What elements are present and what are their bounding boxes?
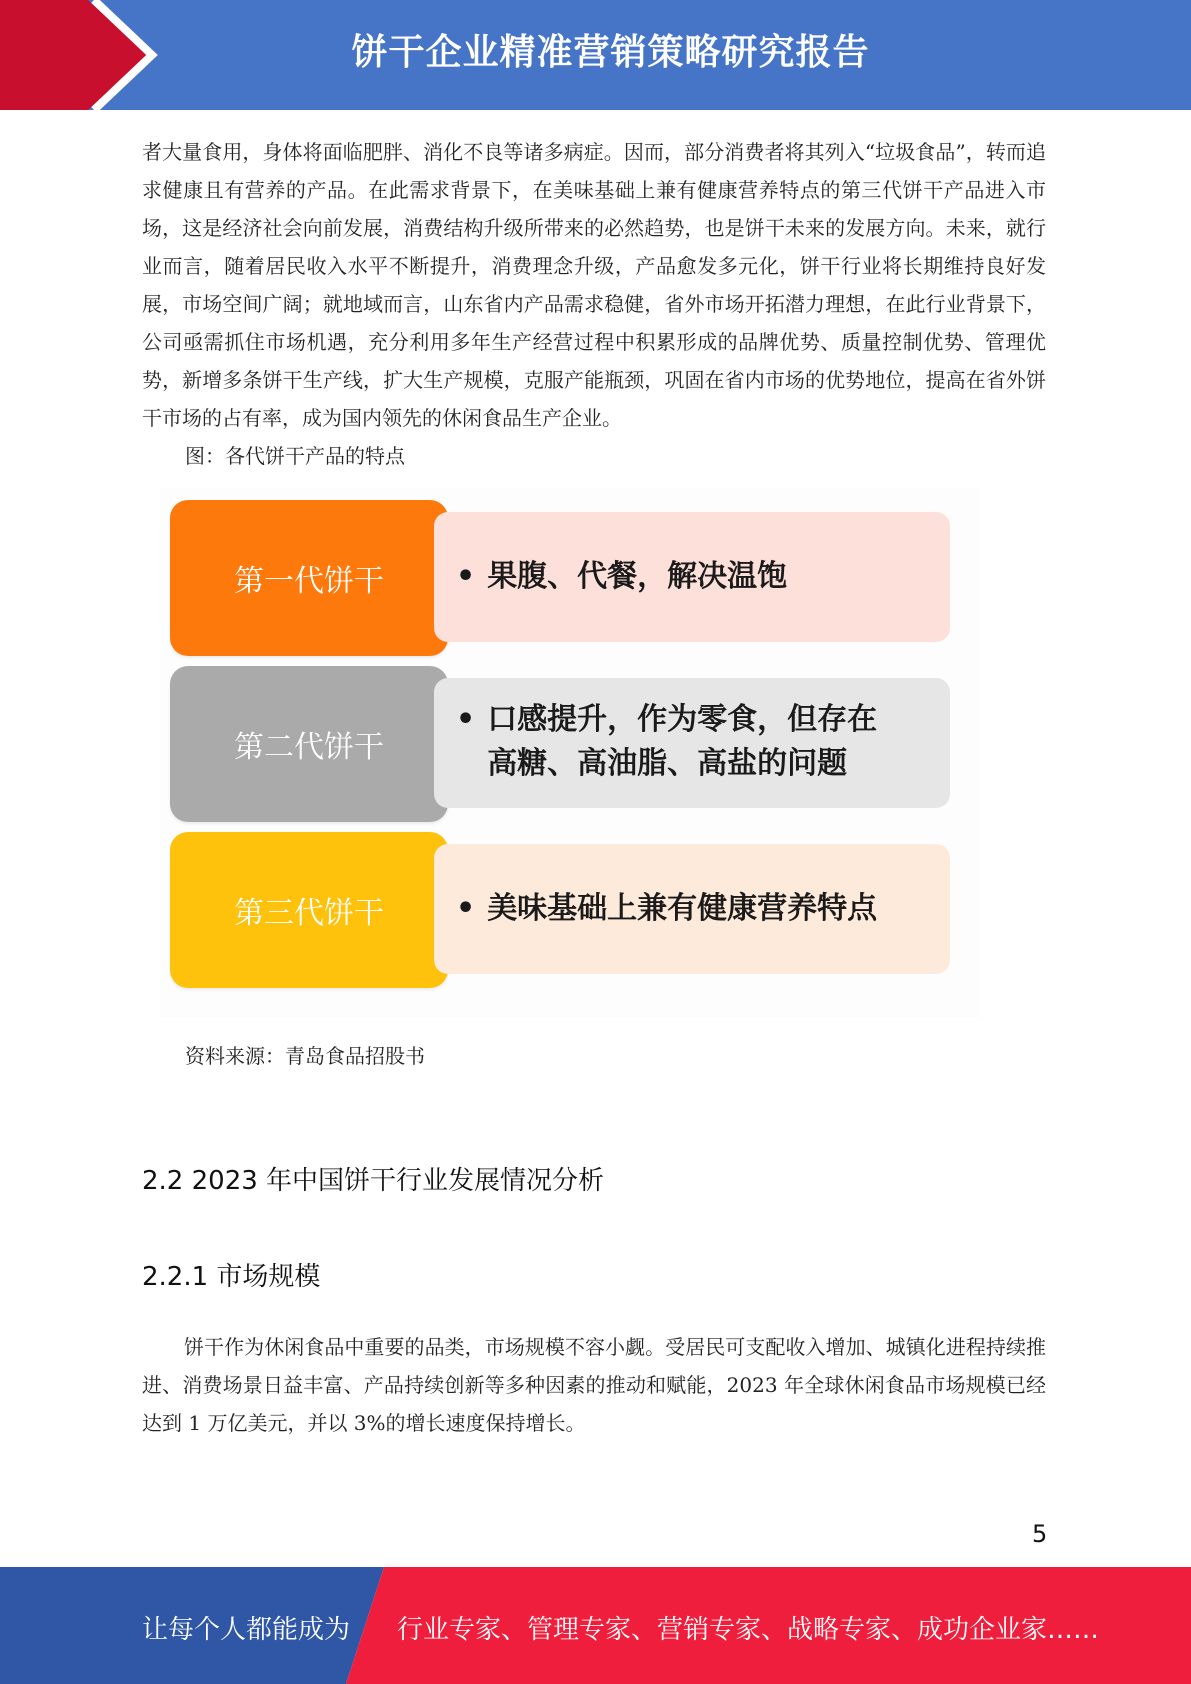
body-paragraph-1: 者大量食用，身体将面临肥胖、消化不良等诸多病症。因而，部分消费者将其列入“垃圾食品”，转而追求健康且有营养的产品。在此需求背景下，在美味基础上兼有健康营养特点的第三代饼干产品进入市场，这是经济社会向前发展，消费结构升级所带来的必然趋势，也是饼干未来的发展方向。未来，就行业而言，随着居民收入水平不断提升，消费理念升级，产品愈发多元化，饼干行业将长期维持良好发展，市场空间广阔；就地域而言，山东省内产品需求稳健，省外市场开拓潜力理想，在此行业背景下，公司亟需抓住市场机遇，充分利用多年生产经营过程中积累形成的品牌优势、质量控制优势、管理优势，新增多条饼干生产线，扩大生产规模，克服产能瓶颈，巩固在省内市场的优势地位，提高在省外饼干市场的占有率，成为国内领先的休闲食品生产企业。 bbox=[142, 140, 1046, 430]
footer-slogan-right: 行业专家、管理专家、营销专家、战略专家、成功企业家…… bbox=[397, 1615, 1100, 1645]
bullet-dot: • bbox=[456, 559, 476, 594]
subsection-heading: 2.2.1 市场规模 bbox=[142, 1262, 321, 1292]
gen2-label: 第二代饼干 bbox=[170, 666, 448, 822]
gen1-description-text: 果腹、代餐，解决温饱 bbox=[487, 559, 788, 594]
figure-caption: 图：各代饼干产品的特点 bbox=[185, 444, 405, 468]
footer-slogan-left: 让每个人都能成为 bbox=[142, 1615, 351, 1645]
bullet-dot: • bbox=[456, 891, 476, 926]
body-paragraph-2: 饼干作为休闲食品中重要的品类，市场规模不容小觑。受居民可支配收入增加、城镇化进程持续推进、消费场景日益丰富、产品持续创新等多种因素的推动和赋能，2023 年全球休闲食品市场规模已经达到 1 万亿美元，并以 3%的增长速度保持增长。 bbox=[142, 1335, 1046, 1435]
gen1-label: 第一代饼干 bbox=[170, 500, 448, 656]
gen3-description-text: 美味基础上兼有健康营养特点 bbox=[487, 891, 878, 926]
bullet-dot: • bbox=[456, 702, 476, 737]
biscuit-generations-figure bbox=[160, 488, 980, 1018]
gen2-description-line-2: 高糖、高油脂、高盐的问题 bbox=[487, 746, 848, 781]
page-header bbox=[0, 0, 1191, 110]
figure-row-gen1 bbox=[170, 500, 962, 656]
page-number: 5 bbox=[1032, 1520, 1048, 1548]
figure-row-gen3 bbox=[170, 832, 962, 988]
gen2-description bbox=[434, 678, 950, 808]
gen3-description bbox=[434, 844, 950, 974]
figure-row-gen2 bbox=[170, 666, 962, 822]
figure-source: 资料来源：青岛食品招股书 bbox=[185, 1044, 425, 1068]
gen3-label: 第三代饼干 bbox=[170, 832, 448, 988]
gen1-description bbox=[434, 512, 950, 642]
gen2-description-line-1: 口感提升，作为零食，但存在 bbox=[487, 702, 878, 737]
page-footer bbox=[0, 1567, 1191, 1684]
section-heading: 2.2 2023 年中国饼干行业发展情况分析 bbox=[142, 1166, 605, 1196]
gen2-description-lines bbox=[487, 698, 877, 786]
report-title: 饼干企业精准营销策略研究报告 bbox=[351, 32, 870, 73]
